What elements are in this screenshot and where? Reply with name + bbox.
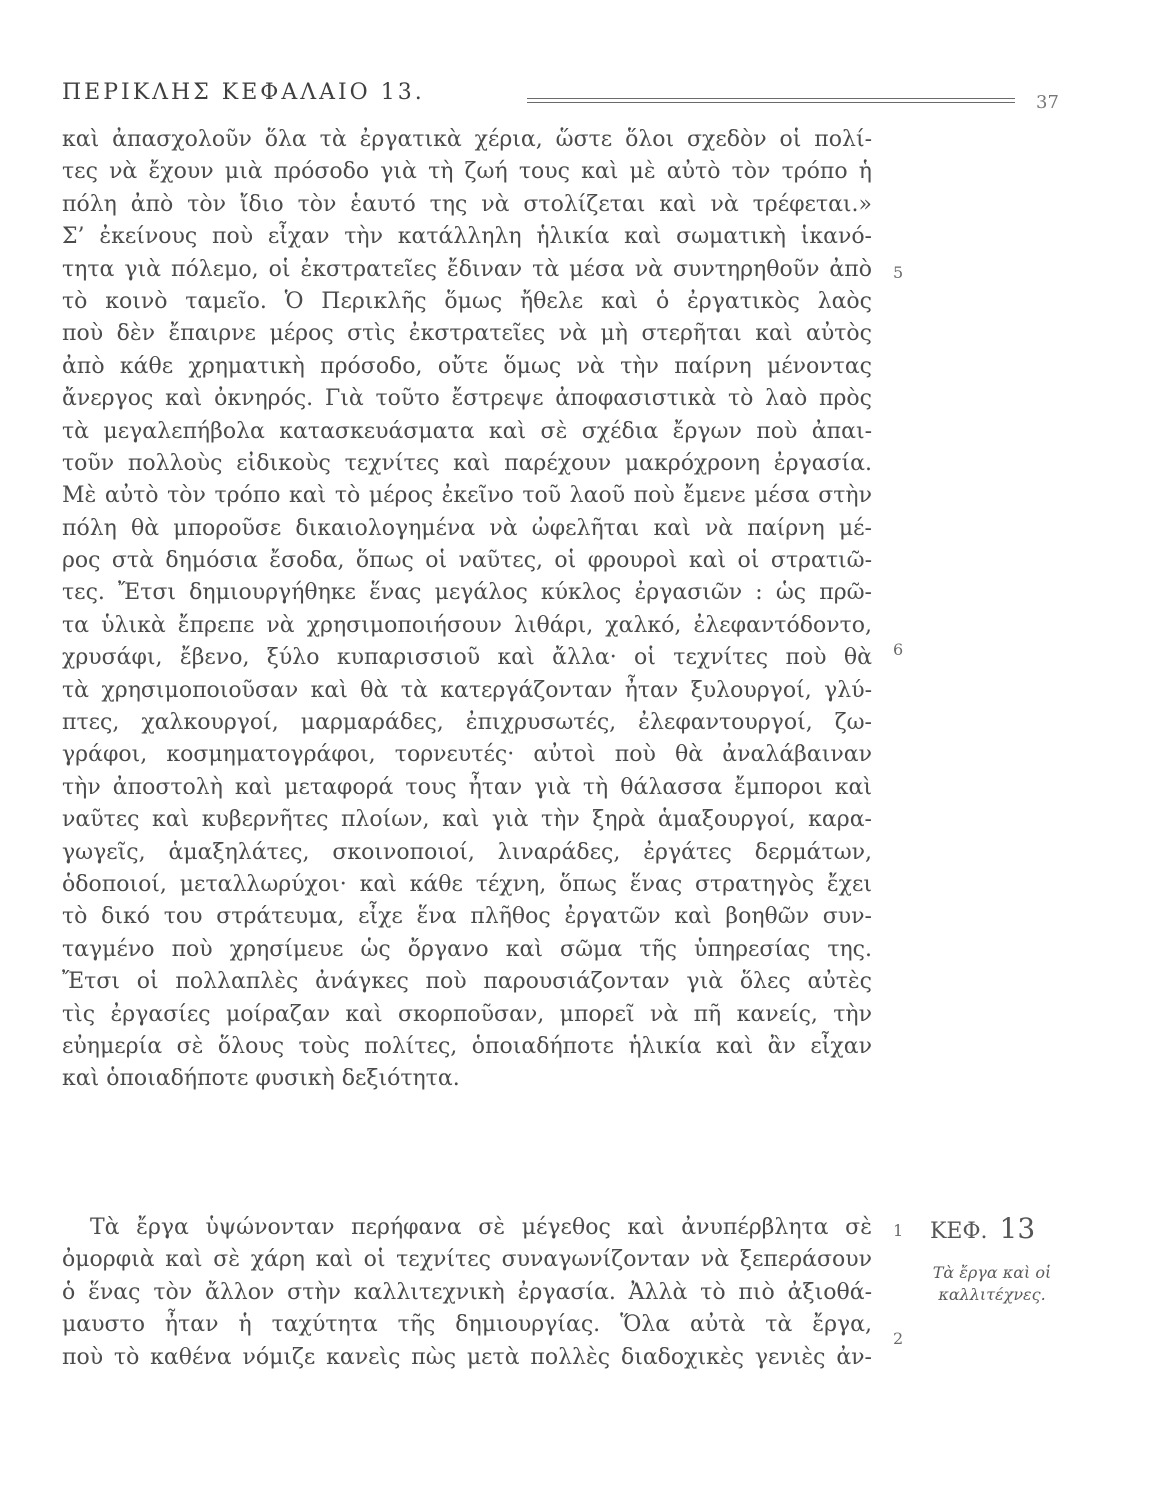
text-line: τα ὑλικὰ ἔπρεπε νὰ χρησιμοποιήσουν λιθάρι, χαλκό, ἐλεφαντόδοντο, xyxy=(62,612,872,638)
text-line: ἀπὸ κάθε χρηματικὴ πρόσοδο, οὔτε ὅμως νὰ τὴν παίρνη μένοντας xyxy=(62,353,872,379)
line-number-2: 2 xyxy=(893,1329,904,1348)
text-line: ρος στὰ δημόσια ἔσοδα, ὅπως οἱ ναῦτες, οἱ φρουροὶ καὶ οἱ στρατιῶ- xyxy=(62,548,872,574)
text-line: ναῦτες καὶ κυβερνῆτες πλοίων, καὶ γιὰ τὴν ξηρὰ ἁμαξουργοί, καρα- xyxy=(62,807,872,833)
line-number-1: 1 xyxy=(893,1221,904,1240)
text-line: τὸ δικό του στράτευμα, εἶχε ἕνα πλῆθος ἐργατῶν καὶ βοηθῶν συν- xyxy=(62,904,872,930)
text-line: ὁδοποιοί, μεταλλωρύχοι· καὶ κάθε τέχνη, ὅπως ἕνας στρατηγὸς ἔχει xyxy=(62,871,872,897)
text-line: ποὺ τὸ καθένα νόμιζε κανεὶς πὼς μετὰ πολλὲς διαδοχικὲς γενιὲς ἀν- xyxy=(62,1344,872,1370)
text-line: ὀμορφιὰ καὶ σὲ χάρη καὶ οἱ τεχνίτες συναγωνίζονταν νὰ ξεπεράσουν xyxy=(62,1247,872,1273)
text-line: Μὲ αὐτὸ τὸν τρόπο καὶ τὸ μέρος ἐκεῖνο τοῦ λαοῦ ποὺ ἔμενε μέσα στὴν xyxy=(62,483,872,509)
text-line: μαυστο ἦταν ἡ ταχύτητα τῆς δημιουργίας. Ὅλα αὐτὰ τὰ ἔργα, xyxy=(62,1312,872,1338)
text-line: Τὰ ἔργα ὑψώνονταν περήφανα σὲ μέγεθος καὶ ἀνυπέρβλητα σὲ xyxy=(90,1215,872,1240)
paragraph-1 xyxy=(62,124,872,1096)
text-line: τὸ κοινὸ ταμεῖο. Ὁ Περικλῆς ὅμως ἤθελε καὶ ὁ ἐργατικὸς λαὸς xyxy=(62,288,872,314)
text-line: εὐημερία σὲ ὅλους τοὺς πολίτες, ὁποιαδήποτε ἡλικία καὶ ἂν εἶχαν xyxy=(62,1033,872,1059)
line-number-6: 6 xyxy=(893,640,904,659)
text-line: τοῦν πολλοὺς εἰδικοὺς τεχνίτες καὶ παρέχουν μακρόχρονη ἐργασία. xyxy=(62,450,872,476)
paragraph-2 xyxy=(62,1212,872,1374)
text-line: καὶ ἀπασχολοῦν ὅλα τὰ ἐργατικὰ χέρια, ὥστε ὅλοι σχεδὸν οἱ πολί- xyxy=(62,127,872,152)
text-line: τὰ μεγαλεπήβολα κατασκευάσματα καὶ σὲ σχέδια ἔργων ποὺ ἀπαι- xyxy=(62,418,872,444)
chapter-prefix: ΚΕΦ. xyxy=(930,1219,988,1244)
text-line: τὴν ἀποστολὴ καὶ μεταφορά τους ἦταν γιὰ τὴ θάλασσα ἔμποροι καὶ xyxy=(62,774,872,800)
text-line: ὁ ἕνας τὸν ἄλλον στὴν καλλιτεχνικὴ ἐργασία. Ἀλλὰ τὸ πιὸ ἀξιοθά- xyxy=(62,1279,872,1305)
text-line: ἄνεργος καὶ ὀκνηρός. Γιὰ τοῦτο ἔστρεψε ἀποφασιστικὰ τὸ λαὸ πρὸς xyxy=(62,386,872,412)
text-line: πόλη ἀπὸ τὸν ἴδιο τὸν ἑαυτό της νὰ στολίζεται καὶ νὰ τρέφεται.» xyxy=(62,191,872,217)
margin-caption: Τὰ ἔργα καὶ οἱ καλλιτέχνες. xyxy=(932,1263,1052,1304)
text-line: ποὺ δὲν ἔπαιρνε μέρος στὶς ἐκστρατεῖες νὰ μὴ στερῆται καὶ αὐτὸς xyxy=(62,321,872,347)
text-line: τὰ χρησιμοποιοῦσαν καὶ θὰ τὰ κατεργάζονταν ἦταν ξυλουργοί, γλύ- xyxy=(62,677,872,703)
text-line: ταγμένο ποὺ χρησίμευε ὡς ὄργανο καὶ σῶμα τῆς ὑπηρεσίας της. xyxy=(62,936,872,962)
text-line: πόλη θὰ μποροῦσε δικαιολογημένα νὰ ὠφελῆται καὶ νὰ παίρνη μέ- xyxy=(62,515,872,541)
line-number-5: 5 xyxy=(893,263,904,282)
text-line: τὶς ἐργασίες μοίραζαν καὶ σκορποῦσαν, μπορεῖ νὰ πῆ κανείς, τὴν xyxy=(62,1001,872,1027)
header-rule xyxy=(527,98,1015,103)
text-line: γράφοι, κοσμηματογράφοι, τορνευτές· αὐτοὶ ποὺ θὰ ἀναλάβαιναν xyxy=(62,742,872,768)
text-line: τες. Ἔτσι δημιουργήθηκε ἕνας μεγάλος κύκλος ἐργασιῶν : ὡς πρῶ- xyxy=(62,580,872,606)
text-line: Ἔτσι οἱ πολλαπλὲς ἀνάγκες ποὺ παρουσιάζονταν γιὰ ὅλες αὐτὲς xyxy=(62,969,872,995)
page-number: 37 xyxy=(1036,92,1059,113)
text-line: τες νὰ ἔχουν μιὰ πρόσοδο γιὰ τὴ ζωή τους καὶ μὲ αὐτὸ τὸν τρόπο ἡ xyxy=(62,159,872,185)
text-line: τητα γιὰ πόλεμο, οἱ ἐκστρατεῖες ἔδιναν τὰ μέσα νὰ συντηρηθοῦν ἀπὸ xyxy=(62,256,872,282)
margin-chapter-label xyxy=(930,1212,1035,1245)
text-line: Σ’ ἐκείνους ποὺ εἶχαν τὴν κατάλληλη ἡλικία καὶ σωματικὴ ἱκανό- xyxy=(62,224,872,250)
chapter-number: 13 xyxy=(999,1212,1036,1245)
text-line: καὶ ὁποιαδήποτε φυσικὴ δεξιότητα. xyxy=(62,1066,460,1092)
text-line: γωγεῖς, ἁμαξηλάτες, σκοινοποιοί, λιναράδες, ἐργάτες δερμάτων, xyxy=(62,839,872,865)
text-line: χρυσάφι, ἔβενο, ξύλο κυπαρισσιοῦ καὶ ἄλλα· οἱ τεχνίτες ποὺ θὰ xyxy=(62,645,872,671)
text-line: πτες, χαλκουργοί, μαρμαράδες, ἐπιχρυσωτές, ἐλεφαντουργοί, ζω- xyxy=(62,710,872,736)
running-title: ΠΕΡΙΚΛΗΣ ΚΕΦΑΛΑΙΟ 13. xyxy=(62,80,425,105)
